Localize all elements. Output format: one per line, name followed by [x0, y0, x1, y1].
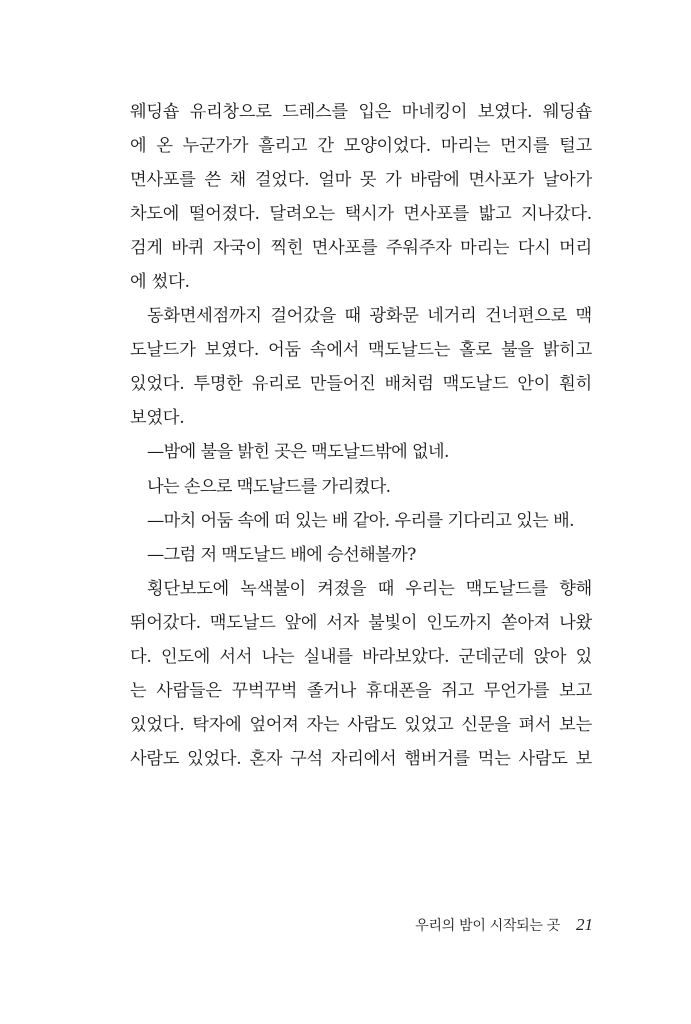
text-line: 면사포를 쓴 채 걸었다. 얼마 못 가 바람에 면사포가 날아가: [130, 170, 592, 191]
text-line: 차도에 떨어졌다. 달려오는 택시가 면사포를 밟고 지나갔다.: [130, 204, 592, 225]
page-footer: [415, 915, 593, 937]
dialogue-line: —밤에 불을 밝힌 곳은 맥도날드밖에 없네.: [147, 442, 449, 463]
text-line: 에 썼다.: [130, 272, 190, 293]
running-title: 우리의 밤이 시작되는 곳: [415, 918, 560, 934]
body-text: [130, 95, 592, 776]
text-line: 웨딩숍 유리창으로 드레스를 입은 마네킹이 보였다. 웨딩숍: [130, 102, 592, 122]
text-line: 다. 인도에 서서 나는 실내를 바라보았다. 군데군데 앉아 있: [130, 646, 592, 667]
text-line: 동화면세점까지 걸어갔을 때 광화문 네거리 건너편으로 맥: [147, 306, 592, 327]
page-number: 21: [576, 915, 593, 934]
text-line: 있었다. 탁자에 엎어져 자는 사람도 있었고 신문을 펴서 보는: [130, 714, 592, 735]
dialogue-line: —그럼 저 맥도날드 배에 승선해볼까?: [147, 544, 416, 565]
text-line: 횡단보도에 녹색불이 켜졌을 때 우리는 맥도날드를 향해: [147, 578, 592, 599]
text-line: 보였다.: [130, 408, 185, 429]
text-line: 사람도 있었다. 혼자 구석 자리에서 햄버거를 먹는 사람도 보: [130, 748, 592, 769]
text-line: 검게 바퀴 자국이 찍힌 면사포를 주워주자 마리는 다시 머리: [130, 238, 592, 259]
text-line: 는 사람들은 꾸벅꾸벅 졸거나 휴대폰을 쥐고 무언가를 보고: [130, 680, 592, 701]
text-line: 있었다. 투명한 유리로 만들어진 배처럼 맥도날드 안이 훤히: [130, 374, 592, 395]
dialogue-line: —마치 어둠 속에 떠 있는 배 같아. 우리를 기다리고 있는 배.: [147, 510, 575, 531]
text-line: 에 온 누군가가 흘리고 간 모양이었다. 마리는 먼지를 털고: [130, 136, 592, 157]
narration-line: 나는 손으로 맥도날드를 가리켰다.: [147, 476, 391, 497]
text-line: 뛰어갔다. 맥도날드 앞에 서자 불빛이 인도까지 쏟아져 나왔: [130, 612, 592, 633]
text-line: 도날드가 보였다. 어둠 속에서 맥도날드는 홀로 불을 밝히고: [130, 340, 592, 361]
